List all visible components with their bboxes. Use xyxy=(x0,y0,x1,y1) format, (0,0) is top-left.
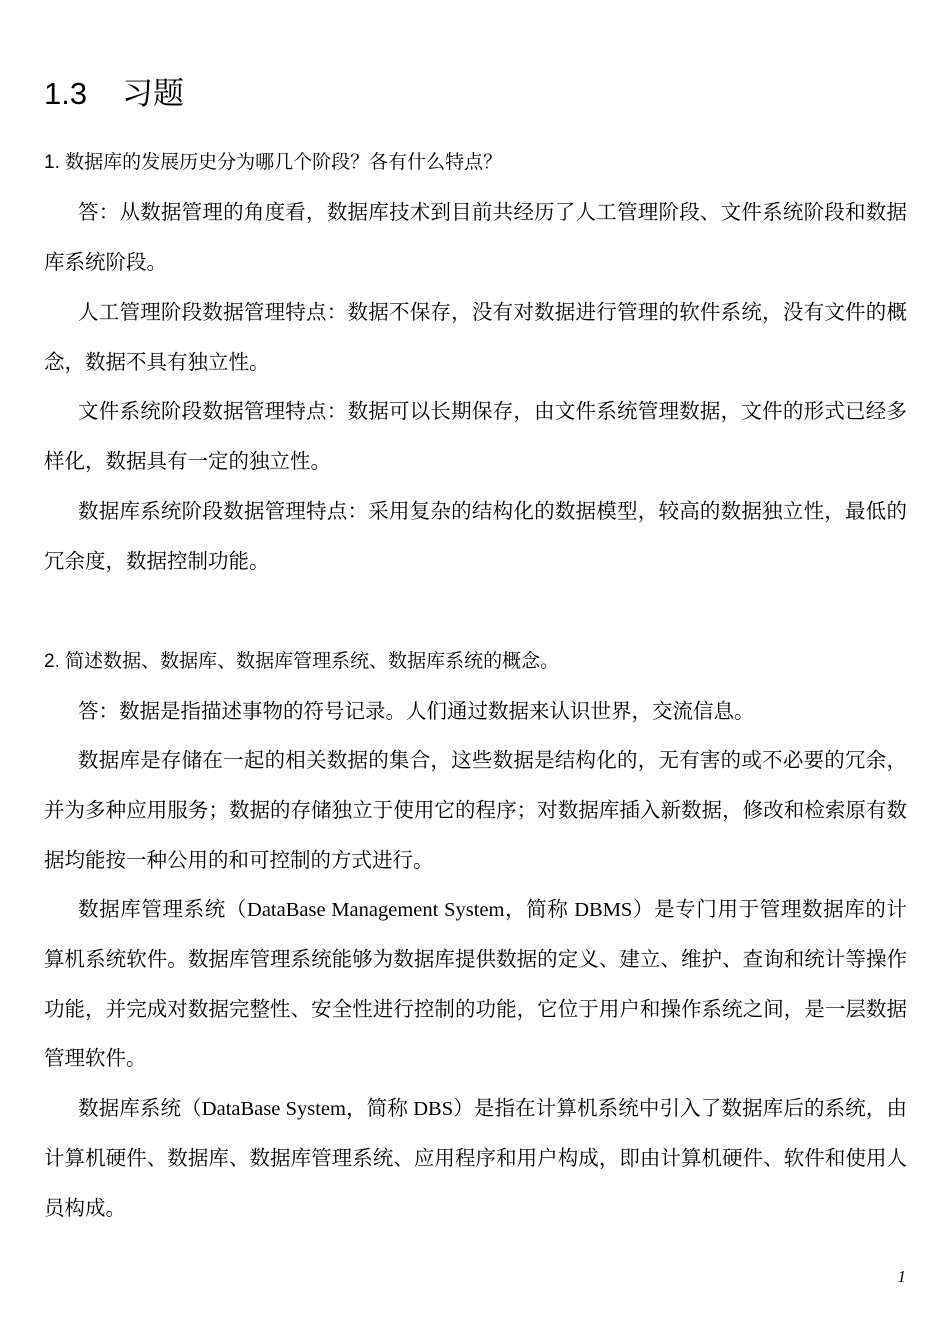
section-heading xyxy=(44,70,184,118)
question-1-heading: 1. 数据库的发展历史分为哪几个阶段？各有什么特点？ xyxy=(44,152,503,173)
answer-2-paragraph-1: 答：数据是指描述事物的符号记录。人们通过数据来认识世界，交流信息。 xyxy=(78,701,755,723)
page-number: 1 xyxy=(897,1267,906,1286)
answer-2-paragraph-2: 数据库是存储在一起的相关数据的集合，这些数据是结构化的，无有害的或不必要的冗余，并为多种应用服务；数据的存储独立于使用它的程序；对数据库插入新数据，修改和检索原有数据均能按一种公用的和可控制的方式进行。 xyxy=(44,750,907,872)
section-title: 习题 xyxy=(122,76,184,111)
answer-1-paragraph-4: 数据库系统阶段数据管理特点：采用复杂的结构化的数据模型，较高的数据独立性，最低的冗余度，数据控制功能。 xyxy=(44,501,907,573)
answer-2-paragraph-3: 数据库管理系统（DataBase Management System，简称 DBMS）是专门用于管理数据库的计算机系统软件。数据库管理系统能够为数据库提供数据的定义、建立、维护、查询和统计等操作功能，并完成对数据完整性、安全性进行控制的功能，它位于用户和操作系统之间，是一层数据管理软件。 xyxy=(44,899,907,1071)
answer-1-paragraph-1: 答：从数据管理的角度看，数据库技术到目前共经历了人工管理阶段、文件系统阶段和数据库系统阶段。 xyxy=(44,202,907,274)
answer-1-paragraph-2: 人工管理阶段数据管理特点：数据不保存，没有对数据进行管理的软件系统，没有文件的概念，数据不具有独立性。 xyxy=(44,302,907,374)
section-number: 1.3 xyxy=(44,76,88,111)
answer-2-paragraph-4: 数据库系统（DataBase System，简称 DBS）是指在计算机系统中引入了数据库后的系统，由计算机硬件、数据库、数据库管理系统、应用程序和用户构成，即由计算机硬件、软件和使用人员构成。 xyxy=(44,1098,907,1220)
question-2-heading: 2. 简述数据、数据库、数据库管理系统、数据库系统的概念。 xyxy=(44,651,560,672)
answer-1-paragraph-3: 文件系统阶段数据管理特点：数据可以长期保存，由文件系统管理数据，文件的形式已经多样化，数据具有一定的独立性。 xyxy=(44,401,907,473)
